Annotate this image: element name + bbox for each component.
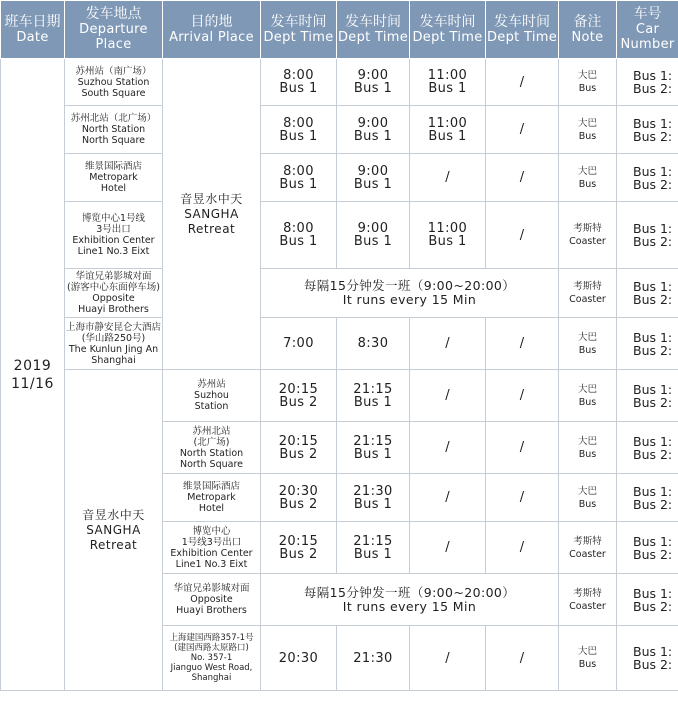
time-text: Bus 1: [353, 546, 393, 562]
dept-time-cell: [337, 59, 410, 106]
time-text: 20:30: [278, 650, 319, 666]
arrival-place-cell: [163, 474, 261, 522]
dept-time-cell: [261, 422, 337, 474]
header-arrival-place: [163, 1, 261, 59]
time-text: Bus 2: [279, 446, 318, 462]
car-number-cell: [617, 318, 678, 370]
header-note: [559, 1, 617, 59]
arrival-place-cell: [163, 522, 261, 574]
dept-time-cell: [261, 318, 337, 370]
header-cn-label: 发车时间: [345, 13, 401, 30]
place-text: Exhibition Center: [72, 235, 155, 246]
car-text: Bus 1:: [633, 533, 673, 549]
dept-time-cell: /: [486, 422, 559, 474]
place-text: 3号出口: [96, 224, 131, 235]
car-text: Bus 1:: [633, 163, 673, 179]
time-text: Bus 1: [353, 394, 393, 410]
note-text: Coaster: [569, 294, 606, 305]
dept-time-cell: [337, 626, 410, 691]
header-date: [1, 1, 65, 59]
frequency-text: 每隔15分钟发一班（9:00~20:00）: [303, 584, 516, 600]
schedule-row: [1, 370, 678, 422]
place-text: 苏州站（南广场）: [75, 65, 152, 77]
place-text: Hotel: [100, 183, 127, 194]
place-text: 维景国际酒店: [84, 161, 142, 172]
car-text: Bus 2:: [633, 176, 673, 192]
date-day: 11/16: [11, 375, 54, 392]
time-text: 20:30: [278, 483, 319, 499]
time-text: Bus 1: [353, 176, 393, 192]
note-text: Bus: [578, 498, 597, 510]
car-number-cell: [617, 370, 678, 422]
car-number-cell: [617, 626, 678, 691]
car-text: Bus 2:: [633, 546, 673, 562]
note-text: Bus: [578, 178, 597, 190]
time-text: Bus 1: [428, 81, 467, 96]
dept-time-cell: /: [486, 59, 559, 106]
header-en-label: Note: [571, 29, 604, 45]
car-text: Bus 1:: [633, 68, 673, 83]
place-text: Huayi Brothers: [176, 605, 247, 616]
car-text: Bus 1:: [633, 329, 673, 345]
note-text: 大巴: [577, 646, 597, 657]
note-text: Bus: [578, 396, 597, 408]
note-cell: [559, 370, 617, 422]
arrival-place-cell: [163, 370, 261, 422]
dept-time-cell: [410, 106, 486, 154]
time-text: Bus 1: [353, 446, 393, 462]
note-cell: [559, 626, 617, 691]
note-text: 大巴: [577, 165, 597, 177]
dept-time-cell: /: [486, 370, 559, 422]
dept-time-cell: [337, 422, 410, 474]
car-text: Bus 2:: [633, 292, 673, 307]
time-text: 21:30: [353, 483, 393, 499]
car-number-cell: [617, 422, 678, 474]
time-text: 21:15: [353, 533, 393, 549]
car-text: Bus 2:: [633, 342, 673, 358]
place-text: (建国西路太原路口): [174, 643, 249, 653]
header-dept-time-2: [337, 1, 410, 59]
note-text: Bus: [578, 344, 597, 356]
place-text: Metropark: [89, 172, 138, 183]
place-text: Line1 No.3 Eixt: [77, 246, 150, 257]
dept-time-cell: /: [410, 318, 486, 370]
header-en-label: Arrival Place: [169, 29, 254, 45]
dept-time-cell: [337, 106, 410, 154]
note-text: 大巴: [577, 331, 597, 343]
note-text: 考斯特: [573, 535, 602, 547]
dept-time-cell: [261, 522, 337, 574]
departure-place-cell: [65, 59, 163, 106]
car-text: Bus 2:: [633, 598, 673, 614]
car-text: Bus 2:: [633, 496, 673, 512]
dept-time-cell: /: [486, 522, 559, 574]
frequency-text: It runs every 15 Min: [342, 292, 477, 307]
dept-time-cell: [261, 59, 337, 106]
dept-time-cell: /: [410, 522, 486, 574]
header-departure-place: [65, 1, 163, 59]
place-text: 上海建国西路357-1号: [169, 633, 254, 643]
header-cn-label: 班车日期: [4, 13, 61, 30]
note-text: Coaster: [569, 236, 606, 247]
time-text: 9:00: [357, 115, 389, 131]
car-number-cell: [617, 154, 678, 202]
time-text: 21:30: [353, 650, 393, 666]
note-text: 大巴: [577, 485, 597, 497]
dept-time-cell: /: [486, 106, 559, 154]
place-text: North Station: [81, 124, 146, 135]
place-text: South Square: [81, 87, 146, 99]
place-text: Opposite: [92, 293, 135, 304]
frequency-cell: [261, 269, 559, 318]
note-cell: [559, 154, 617, 202]
place-text: No. 357-1: [190, 653, 233, 663]
note-text: Coaster: [569, 600, 606, 612]
date-year: 2019: [13, 357, 52, 374]
time-text: Bus 1: [353, 234, 393, 249]
header-dept-time-4: [486, 1, 559, 59]
retreat-name: Retreat: [187, 221, 236, 236]
car-text: Bus 2:: [633, 657, 673, 672]
place-text: Shanghai: [191, 673, 232, 683]
place-text: Huayi Brothers: [78, 304, 149, 315]
car-number-cell: [617, 202, 678, 269]
time-text: 8:00: [283, 68, 314, 83]
retreat-name: SANGHA: [184, 206, 239, 221]
departure-place-cell: [65, 106, 163, 154]
place-text: 华谊兄弟影城对面: [75, 271, 152, 282]
time-text: 8:00: [283, 163, 314, 179]
header-cn-label: 发车时间: [270, 13, 327, 30]
place-text: 博览中心: [192, 525, 231, 537]
schedule-row: [1, 106, 678, 154]
dept-time-cell: /: [486, 626, 559, 691]
note-text: 大巴: [577, 383, 597, 395]
header-en-label: Dept Time: [412, 29, 483, 45]
time-text: 20:15: [278, 433, 319, 449]
note-text: Bus: [578, 659, 597, 670]
dept-time-cell: /: [410, 474, 486, 522]
frequency-text: It runs every 15 Min: [342, 598, 477, 614]
place-text: (北广场): [193, 436, 230, 448]
header-cn-label: 发车地点: [85, 6, 142, 22]
dept-time-cell: [337, 522, 410, 574]
header-cn-label: 发车时间: [419, 13, 476, 30]
arrival-place-cell: [163, 626, 261, 691]
time-text: 8:00: [283, 115, 314, 131]
time-text: Bus 1: [353, 81, 393, 96]
frequency-cell: [261, 574, 559, 626]
place-text: Opposite: [190, 594, 233, 605]
dept-time-cell: [261, 154, 337, 202]
place-text: Metropark: [187, 492, 236, 503]
retreat-name: 音昱水中天: [180, 191, 243, 206]
place-text: Suzhou Station: [77, 76, 150, 88]
schedule-row: [1, 318, 678, 370]
time-text: 11:00: [427, 221, 468, 236]
time-text: Bus 2: [279, 546, 318, 562]
origin-cell: [65, 370, 163, 691]
note-text: 大巴: [577, 70, 597, 81]
car-text: Bus 2:: [633, 394, 673, 410]
note-cell: [559, 522, 617, 574]
note-cell: [559, 474, 617, 522]
car-number-cell: [617, 106, 678, 154]
schedule-row: [1, 269, 678, 318]
retreat-name: Retreat: [89, 537, 138, 552]
arrival-place-cell: [163, 422, 261, 474]
car-text: Bus 2:: [633, 81, 673, 96]
place-text: The Kunlun Jing An: [68, 343, 159, 355]
dept-time-cell: /: [410, 626, 486, 691]
note-text: 大巴: [577, 435, 597, 447]
header-en-label: Dept Time: [486, 29, 557, 45]
dept-time-cell: /: [486, 474, 559, 522]
place-text: 华谊兄弟影城对面: [173, 583, 250, 594]
dept-time-cell: [337, 154, 410, 202]
header-en-label: Date: [16, 29, 49, 45]
note-text: 考斯特: [573, 587, 602, 599]
note-text: Bus: [578, 448, 597, 460]
header-cn-label: 车号: [633, 6, 662, 22]
note-cell: [559, 106, 617, 154]
dept-time-cell: [337, 370, 410, 422]
schedule-row: [1, 154, 678, 202]
time-text: 8:00: [283, 221, 314, 236]
time-text: 8:30: [357, 336, 389, 351]
time-text: Bus 1: [279, 176, 318, 192]
place-text: 1号线3号出口: [181, 536, 242, 548]
time-text: 20:15: [278, 381, 319, 397]
place-text: (华山路250号): [81, 332, 146, 344]
place-text: Exhibition Center: [170, 547, 253, 559]
dept-time-cell: [261, 626, 337, 691]
dept-time-cell: [261, 370, 337, 422]
place-text: North Square: [81, 135, 146, 146]
dept-time-cell: [410, 59, 486, 106]
place-text: 苏州站: [197, 379, 226, 390]
dept-time-cell: [261, 474, 337, 522]
header-en-label: Dept Time: [337, 29, 408, 45]
place-text: 维景国际酒店: [182, 481, 240, 492]
time-text: 9:00: [357, 221, 389, 236]
retreat-name: SANGHA: [86, 522, 141, 537]
car-text: Bus 2:: [633, 128, 673, 144]
time-text: Bus 1: [279, 234, 318, 249]
note-text: Coaster: [569, 548, 606, 560]
car-text: Bus 1:: [633, 433, 673, 449]
note-cell: [559, 422, 617, 474]
place-text: Jianguo West Road,: [170, 663, 253, 673]
car-number-cell: [617, 269, 678, 318]
schedule-row: [1, 59, 678, 106]
frequency-text: 每隔15分钟发一班（9:00~20:00）: [303, 278, 516, 293]
place-text: North Station: [179, 447, 244, 459]
place-text: 苏州北站: [192, 425, 231, 437]
place-text: 上海市静安昆仑大酒店: [66, 321, 162, 333]
time-text: Bus 1: [428, 234, 467, 249]
car-text: Bus 2:: [633, 234, 673, 249]
time-text: Bus 1: [428, 128, 467, 144]
retreat-name: 音昱水中天: [82, 507, 145, 522]
car-text: Bus 1:: [633, 585, 673, 601]
note-text: 考斯特: [573, 281, 602, 292]
header-en-label: Departure Place: [79, 22, 148, 52]
header-row: [1, 1, 678, 59]
car-text: Bus 1:: [633, 221, 673, 236]
schedule-row: [1, 202, 678, 269]
dept-time-cell: [410, 202, 486, 269]
note-cell: [559, 269, 617, 318]
destination-cell: [163, 59, 261, 370]
note-text: Bus: [578, 83, 597, 94]
date-cell: [1, 59, 65, 691]
note-cell: [559, 202, 617, 269]
dept-time-cell: /: [486, 318, 559, 370]
place-text: 苏州北站（北广场）: [70, 113, 157, 124]
note-text: Bus: [578, 130, 597, 142]
place-text: Hotel: [198, 503, 225, 514]
dept-time-cell: [261, 202, 337, 269]
dept-time-cell: [261, 106, 337, 154]
place-text: (游客中心东面停车场): [67, 282, 160, 293]
place-text: Line1 No.3 Eixt: [175, 558, 248, 570]
car-number-cell: [617, 474, 678, 522]
place-text: Station: [194, 401, 229, 412]
arrival-place-cell: [163, 574, 261, 626]
time-text: 7:00: [283, 336, 314, 351]
departure-place-cell: [65, 318, 163, 370]
departure-place-cell: [65, 269, 163, 318]
header-dept-time-1: [261, 1, 337, 59]
car-text: Bus 1:: [633, 381, 673, 397]
header-en-label: Car Number: [620, 22, 675, 52]
note-cell: [559, 318, 617, 370]
time-text: 9:00: [357, 163, 389, 179]
time-text: 9:00: [357, 68, 389, 83]
time-text: 20:15: [278, 533, 319, 549]
dept-time-cell: [337, 202, 410, 269]
header-cn-label: 备注: [573, 13, 602, 30]
note-cell: [559, 574, 617, 626]
departure-place-cell: [65, 202, 163, 269]
header-dept-time-3: [410, 1, 486, 59]
note-cell: [559, 59, 617, 106]
dept-time-cell: [337, 318, 410, 370]
time-text: Bus 1: [353, 128, 393, 144]
time-text: Bus 2: [279, 394, 318, 410]
header-cn-label: 目的地: [190, 13, 233, 30]
header-en-label: Dept Time: [263, 29, 334, 45]
time-text: 21:15: [353, 381, 393, 397]
time-text: 11:00: [427, 68, 468, 83]
dept-time-cell: [337, 474, 410, 522]
dept-time-cell: /: [410, 422, 486, 474]
note-text: 考斯特: [573, 223, 602, 234]
time-text: Bus 1: [279, 81, 318, 96]
dept-time-cell: /: [410, 154, 486, 202]
car-text: Bus 2:: [633, 446, 673, 462]
dept-time-cell: /: [410, 370, 486, 422]
car-number-cell: [617, 574, 678, 626]
place-text: North Square: [179, 458, 244, 470]
dept-time-cell: /: [486, 202, 559, 269]
header-car-number: [617, 1, 678, 59]
car-text: Bus 1:: [633, 483, 673, 499]
time-text: 11:00: [427, 115, 468, 131]
car-number-cell: [617, 59, 678, 106]
departure-place-cell: [65, 154, 163, 202]
place-text: Shanghai: [91, 354, 136, 366]
time-text: Bus 1: [279, 128, 318, 144]
note-text: 大巴: [577, 117, 597, 129]
place-text: 博览中心1号线: [81, 213, 146, 224]
car-text: Bus 1:: [633, 644, 673, 659]
header-cn-label: 发车时间: [494, 13, 550, 30]
time-text: Bus 2: [279, 496, 318, 512]
car-text: Bus 1:: [633, 115, 673, 131]
dept-time-cell: /: [486, 154, 559, 202]
time-text: Bus 1: [353, 496, 393, 512]
car-number-cell: [617, 522, 678, 574]
car-text: Bus 1:: [633, 279, 673, 294]
time-text: 21:15: [353, 433, 393, 449]
place-text: Suzhou: [194, 390, 229, 401]
